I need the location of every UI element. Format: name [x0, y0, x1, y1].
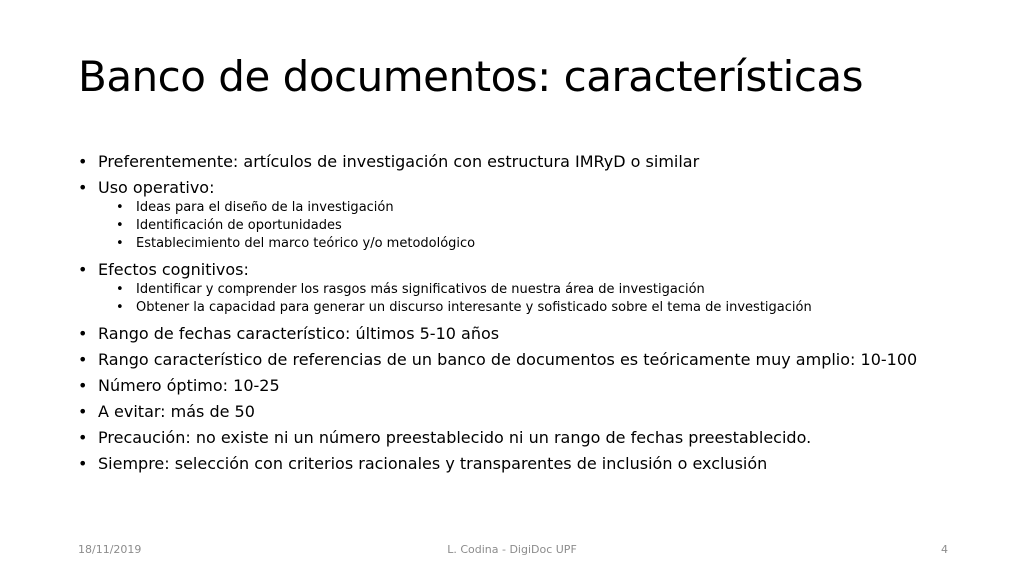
bullet-text: Rango característico de referencias de un banco de documentos es teóricamente muy amplio: 10-100 [98, 350, 918, 369]
sub-bullet-item [116, 235, 958, 253]
sub-bullet-icon: • [116, 300, 124, 315]
bullet-item [78, 376, 958, 395]
bullet-icon: • [78, 350, 88, 369]
bullet-text: A evitar: más de 50 [98, 402, 255, 421]
bullet-text: Número óptimo: 10-25 [98, 376, 280, 395]
sub-bullet-item [116, 217, 958, 235]
bullet-item [78, 454, 958, 473]
bullet-text: Rango de fechas característico: últimos 5-10 años [98, 324, 500, 343]
bullet-item [78, 428, 958, 447]
sub-bullet-icon: • [116, 200, 124, 215]
sub-bullet-text: Obtener la capacidad para generar un discurso interesante y sofisticado sobre el tema de investigación [136, 300, 812, 315]
sub-bullet-text: Identificar y comprender los rasgos más significativos de nuestra área de investigación [136, 282, 705, 297]
sub-bullet-text: Ideas para el diseño de la investigación [136, 200, 394, 215]
footer-author: L. Codina - DigiDoc UPF [447, 543, 577, 556]
sub-bullet-text: Identificación de oportunidades [136, 218, 342, 233]
bullet-icon: • [78, 402, 88, 421]
bullet-item [78, 402, 958, 421]
sub-bullet-item [116, 199, 958, 217]
bullet-icon: • [78, 454, 88, 473]
bullet-text: Uso operativo: [98, 178, 215, 197]
sub-bullet-item [116, 281, 958, 299]
bullet-text: Siempre: selección con criterios racionales y transparentes de inclusión o exclusión [98, 454, 768, 473]
sub-bullet-text: Establecimiento del marco teórico y/o metodológico [136, 236, 476, 251]
footer-page-number: 4 [941, 543, 948, 556]
slide-title: Banco de documentos: características [78, 52, 864, 101]
sub-bullet-item [116, 299, 958, 317]
bullet-icon: • [78, 324, 88, 343]
bullet-text: Preferentemente: artículos de investigación con estructura IMRyD o similar [98, 152, 700, 171]
bullet-item [78, 350, 958, 369]
bullet-icon: • [78, 428, 88, 447]
bullet-text: Precaución: no existe ni un número preestablecido ni un rango de fechas preestablecido. [98, 428, 812, 447]
bullet-item [78, 178, 958, 253]
bullet-icon: • [78, 260, 88, 279]
sub-bullet-icon: • [116, 282, 124, 297]
bullet-icon: • [78, 376, 88, 395]
sub-bullet-list [98, 199, 958, 253]
bullet-list [78, 152, 958, 480]
sub-bullet-icon: • [116, 218, 124, 233]
bullet-text: Efectos cognitivos: [98, 260, 249, 279]
sub-bullet-icon: • [116, 236, 124, 251]
footer-date: 18/11/2019 [78, 543, 142, 556]
bullet-item [78, 324, 958, 343]
bullet-item [78, 260, 958, 317]
bullet-icon: • [78, 178, 88, 197]
sub-bullet-list [98, 281, 958, 317]
bullet-item [78, 152, 958, 171]
bullet-icon: • [78, 152, 88, 171]
